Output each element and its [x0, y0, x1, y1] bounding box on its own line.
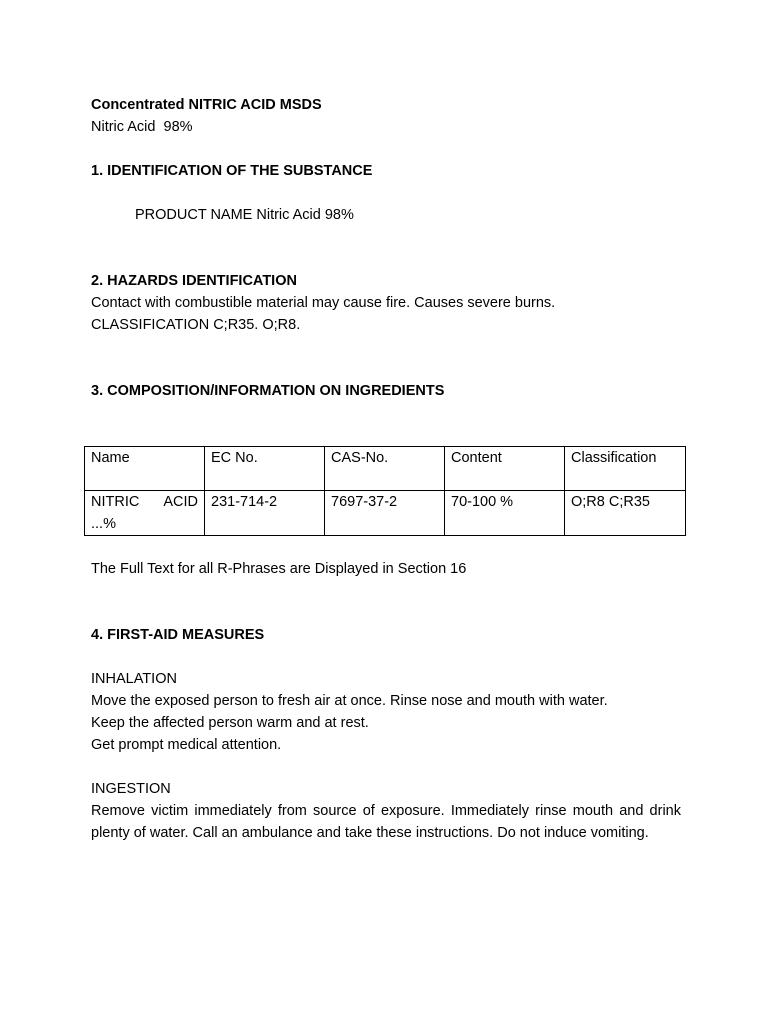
inhalation-line: Keep the affected person warm and at rest.: [91, 715, 369, 731]
inhalation-line: Get prompt medical attention.: [91, 737, 282, 753]
table-header-row: [85, 447, 686, 491]
table-cell: 231-714-2: [205, 491, 325, 536]
section-4-heading: 4. FIRST-AID MEASURES: [91, 627, 265, 643]
section-1-heading: 1. IDENTIFICATION OF THE SUBSTANCE: [91, 163, 373, 179]
table-cell: 70-100 %: [445, 491, 565, 536]
table-header-cell: EC No.: [205, 447, 325, 491]
document-title: Concentrated NITRIC ACID MSDS: [91, 97, 322, 113]
table-header-cell: Content: [445, 447, 565, 491]
inhalation-label: INHALATION: [91, 671, 177, 687]
section-3-heading: 3. COMPOSITION/INFORMATION ON INGREDIENTS: [91, 383, 445, 399]
section-2-heading: 2. HAZARDS IDENTIFICATION: [91, 273, 297, 289]
product-name: PRODUCT NAME Nitric Acid 98%: [135, 207, 354, 223]
table-header-cell: Classification: [565, 447, 686, 491]
table-header-cell: CAS-No.: [325, 447, 445, 491]
table-header-cell: Name: [85, 447, 205, 491]
table-cell: 7697-37-2: [325, 491, 445, 536]
hazards-classification: CLASSIFICATION C;R35. O;R8.: [91, 317, 301, 333]
ingredient-name: NITRIC ACID ...%: [91, 494, 198, 532]
ingestion-label: INGESTION: [91, 781, 171, 797]
r-phrases-note: The Full Text for all R-Phrases are Displayed in Section 16: [91, 561, 467, 577]
msds-document: [91, 94, 681, 844]
inhalation-line: Move the exposed person to fresh air at once. Rinse nose and mouth with water.: [91, 693, 608, 709]
table-cell: O;R8 C;R35: [565, 491, 686, 536]
table-row: [85, 491, 686, 536]
hazards-text: Contact with combustible material may cause fire. Causes severe burns.: [91, 295, 556, 311]
document-subtitle: Nitric Acid 98%: [91, 119, 193, 135]
ingestion-text: Remove victim immediately from source of exposure. Immediately rinse mouth and drink plenty of water. Call an ambulance and take these instructions. Do not induce vomiting.: [91, 803, 681, 841]
table-cell-name: [85, 491, 205, 536]
ingredients-table: [84, 446, 686, 536]
